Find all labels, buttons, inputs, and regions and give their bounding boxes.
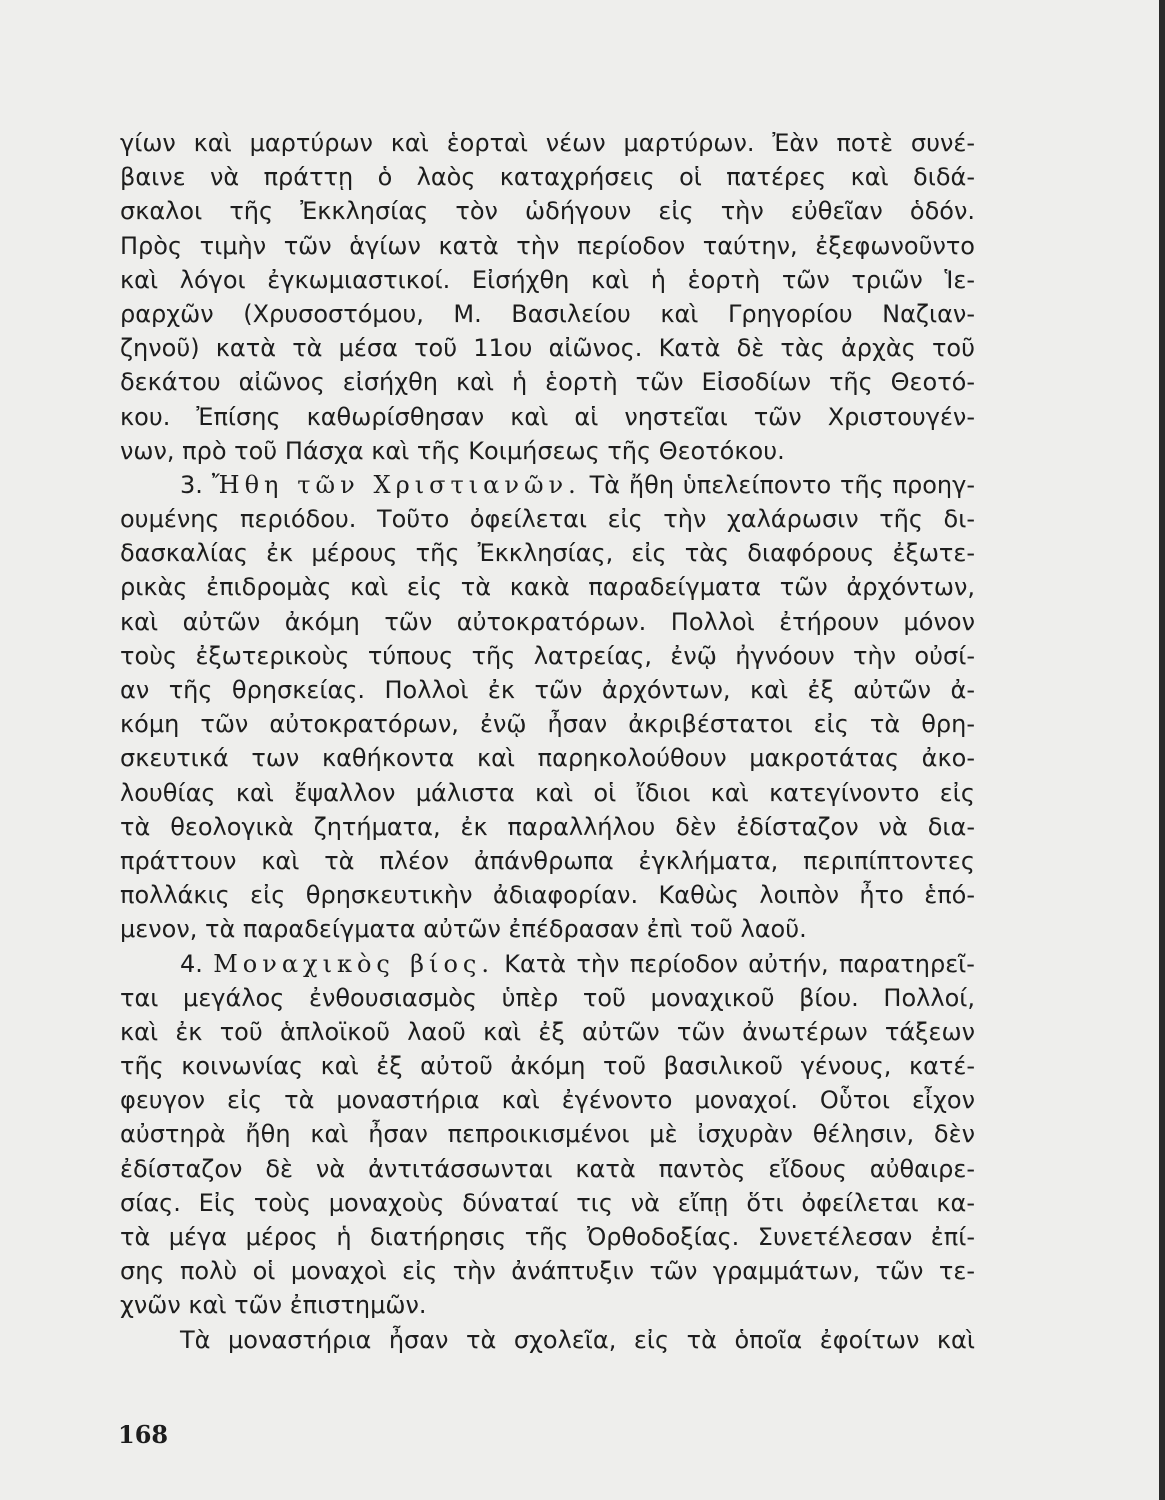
section-4-text: Κατὰ τὴν περίοδον αὐτήν, παρατηρεῖ- [504, 949, 975, 978]
text-line: τῆς κοινωνίας καὶ ἐξ αὐτοῦ ἀκόμη τοῦ βασιλικοῦ γένους, κατέ- [120, 1052, 975, 1081]
text-line: αν τῆς θρησκείας. Πολλοὶ ἐκ τῶν ἀρχόντων, καὶ ἐξ αὐτῶν ἀ- [120, 676, 975, 704]
text-line: φευγον εἰς τὰ μοναστήρια καὶ ἐγένοντο μοναχοί. Οὗτοι εἶχον [120, 1086, 975, 1115]
section-4-heading: Μοναχικὸς βίος. [213, 949, 494, 978]
text-line: ραρχῶν (Χρυσοστόμου, Μ. Βασιλείου καὶ Γρηγορίου Ναζιαν- [120, 299, 975, 328]
section-4-number: 4. [180, 949, 203, 978]
text-line: βαινε νὰ πράττῃ ὁ λαὸς καταχρήσεις οἱ πατέρες καὶ διδά- [120, 163, 975, 192]
page-number: 168 [118, 1420, 169, 1449]
body-text [120, 126, 975, 1357]
text-line: δασκαλίας ἐκ μέρους τῆς Ἐκκλησίας, εἰς τὰς διαφόρους ἐξωτε- [120, 539, 975, 568]
text-line: χνῶν καὶ τῶν ἐπιστημῶν. [120, 1291, 427, 1320]
text-line: ται μεγάλος ἐνθουσιασμὸς ὑπὲρ τοῦ μοναχικοῦ βίου. Πολλοί, [120, 983, 975, 1012]
text-line: κόμη τῶν αὐτοκρατόρων, ἐνῷ ἦσαν ἀκριβέστατοι εἰς τὰ θρη- [120, 710, 975, 739]
text-line: Τὰ μοναστήρια ἦσαν τὰ σχολεῖα, εἰς τὰ ὁποῖα ἐφοίτων καὶ [180, 1325, 975, 1354]
text-line: τὰ μέγα μέρος ἡ διατήρησις τῆς Ὀρθοδοξίας. Συνετέλεσαν ἐπί- [120, 1223, 975, 1251]
text-line: ζηνοῦ) κατὰ τὰ μέσα τοῦ 11ου αἰῶνος. Κατὰ δὲ τὰς ἀρχὰς τοῦ [120, 334, 975, 363]
text-line: καὶ ἐκ τοῦ ἁπλοϊκοῦ λαοῦ καὶ ἐξ αὐτῶν τῶν ἀνωτέρων τάξεων [120, 1017, 975, 1046]
text-line: αὐστηρὰ ἤθη καὶ ἦσαν πεπροικισμένοι μὲ ἰσχυρὰν θέλησιν, δὲν [120, 1120, 975, 1149]
text-line: δεκάτου αἰῶνος εἰσήχθη καὶ ἡ ἑορτὴ τῶν Εἰσοδίων τῆς Θεοτό- [120, 368, 975, 397]
text-line: ἐδίσταζον δὲ νὰ ἀντιτάσσωνται κατὰ παντὸς εἴδους αὐθαιρε- [120, 1154, 975, 1183]
text-line: ρικὰς ἐπιδρομὰς καὶ εἰς τὰ κακὰ παραδείγματα τῶν ἀρχόντων, [120, 573, 975, 602]
text-line: νων, πρὸ τοῦ Πάσχα καὶ τῆς Κοιμήσεως τῆς Θεοτόκου. [120, 436, 785, 465]
text-line: τὰ θεολογικὰ ζητήματα, ἐκ παραλλήλου δὲν ἐδίσταζον νὰ δια- [120, 812, 975, 841]
text-line: καὶ αὐτῶν ἀκόμη τῶν αὐτοκρατόρων. Πολλοὶ ἐτήρουν μόνον [120, 607, 975, 636]
text-line: κου. Ἐπίσης καθωρίσθησαν καὶ αἱ νηστεῖαι τῶν Χριστουγέν- [120, 402, 975, 431]
text-line: σκαλοι τῆς Ἐκκλησίας τὸν ὡδήγουν εἰς τὴν εὐθεῖαν ὁδόν. [120, 197, 975, 226]
section-4-first-line [120, 947, 975, 981]
text-line: γίων καὶ μαρτύρων καὶ ἑορταὶ νέων μαρτύρων. Ἐὰν ποτὲ συνέ- [120, 129, 975, 157]
section-3-first-line [120, 468, 975, 502]
section-3-text: Τὰ ἤθη ὑπελείποντο τῆς προηγ- [589, 470, 975, 499]
text-line: ουμένης περιόδου. Τοῦτο ὀφείλεται εἰς τὴν χαλάρωσιν τῆς δι- [120, 505, 975, 534]
section-3-heading: Ἤθη τῶν Χριστιανῶν. [211, 470, 581, 499]
section-3-number: 3. [180, 470, 203, 499]
text-line: πράττουν καὶ τὰ πλέον ἀπάνθρωπα ἐγκλήματα, περιπίπτοντες [120, 846, 975, 875]
text-line: τοὺς ἐξωτερικοὺς τύπους τῆς λατρείας, ἐνῷ ἠγνόουν τὴν οὐσί- [120, 641, 975, 670]
text-line: σίας. Εἰς τοὺς μοναχοὺς δύναταί τις νὰ εἴπῃ ὅτι ὀφείλεται κα- [120, 1188, 975, 1217]
text-line: καὶ λόγοι ἐγκωμιαστικοί. Εἰσήχθη καὶ ἡ ἑορτὴ τῶν τριῶν Ἱε- [120, 265, 975, 294]
text-line: μενον, τὰ παραδείγματα αὐτῶν ἐπέδρασαν ἐπὶ τοῦ λαοῦ. [120, 915, 807, 944]
text-line: πολλάκις εἰς θρησκευτικὴν ἀδιαφορίαν. Καθὼς λοιπὸν ἦτο ἑπό- [120, 881, 975, 910]
text-line: σκευτικά των καθήκοντα καὶ παρηκολούθουν μακροτάτας ἀκο- [120, 744, 975, 773]
page-edge-shadow [1159, 0, 1165, 1500]
text-line: λουθίας καὶ ἔψαλλον μάλιστα καὶ οἱ ἴδιοι καὶ κατεγίνοντο εἰς [120, 778, 975, 807]
text-line: Πρὸς τιμὴν τῶν ἁγίων κατὰ τὴν περίοδον ταύτην, ἐξεφωνοῦντο [120, 231, 975, 260]
text-line: σης πολὺ οἱ μοναχοὶ εἰς τὴν ἀνάπτυξιν τῶν γραμμάτων, τῶν τε- [120, 1257, 975, 1286]
